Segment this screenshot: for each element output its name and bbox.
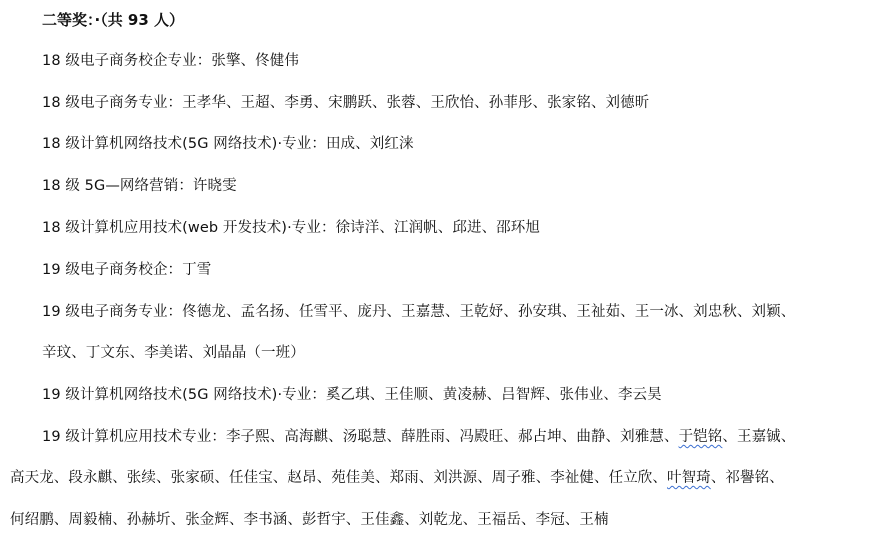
- award-line-18-ecommerce-enterprise: 18 级电子商务校企专业：张擎、佟健伟: [42, 53, 299, 69]
- spellcheck-flagged-name: 叶智琦: [667, 470, 711, 486]
- award-line-19-network: 19 级计算机网络技术(5G 网络技术)·专业：奚乙琪、王佳顺、黄凌赫、吕智辉、张伟业、李云昊: [42, 387, 662, 403]
- award-line-19-ecommerce: 19 级电子商务专业：佟德龙、孟名扬、任雪平、庞丹、王嘉慧、王乾妤、孙安琪、王祉茹、王一冰、刘忠秋、刘颖、: [42, 304, 796, 320]
- award-line-19-ecommerce-cont: 辛玟、丁文东、李美诺、刘晶晶（一班）: [42, 345, 305, 361]
- award-line-19-app-tech-cont-1: [10, 466, 784, 490]
- spellcheck-flagged-name: 于铠铭: [678, 429, 723, 445]
- award-line-18-5g-marketing: 18 级 5G—网络营销：许晓雯: [42, 178, 237, 194]
- award-line-18-ecommerce: 18 级电子商务专业：王孝华、王超、李勇、宋鹏跃、张蓉、王欣怡、孙菲彤、张家铭、刘德昕: [42, 95, 650, 111]
- award-line-19-app-tech-cont-1-text: 高天龙、段永麒、张续、张家硕、任佳宝、赵昂、苑佳美、郑雨、刘洪源、周子雅、李祉健、任立欣、: [10, 470, 667, 486]
- award-line-19-app-tech-cont-2: 何绍鹏、周毅楠、孙赫圻、张金辉、李书涵、彭哲宇、王佳鑫、刘乾龙、王福岳、李冠、王楠: [10, 512, 609, 528]
- award-line-18-web-dev: 18 级计算机应用技术(web 开发技术)·专业：徐诗洋、江润帆、邱进、邵环旭: [42, 220, 540, 236]
- award-line-19-ecommerce-enterprise: 19 级电子商务校企：丁雪: [42, 262, 212, 278]
- award-line-18-network: 18 级计算机网络技术(5G 网络技术)·专业：田成、刘红涞: [42, 136, 414, 152]
- award-line-19-app-tech-text: 19 级计算机应用技术专业：李子熙、高海麒、汤聪慧、薛胜雨、冯殿旺、郝占坤、曲静、刘雅慧、: [42, 429, 679, 445]
- award-line-19-app-tech-tail: 、王嘉铖、: [722, 429, 796, 445]
- award-heading: 二等奖：·（共 93 人）: [42, 11, 185, 29]
- award-line-19-app-tech-cont-1-tail: 、祁譽铭、: [710, 470, 784, 486]
- award-line-19-app-tech: [42, 425, 795, 449]
